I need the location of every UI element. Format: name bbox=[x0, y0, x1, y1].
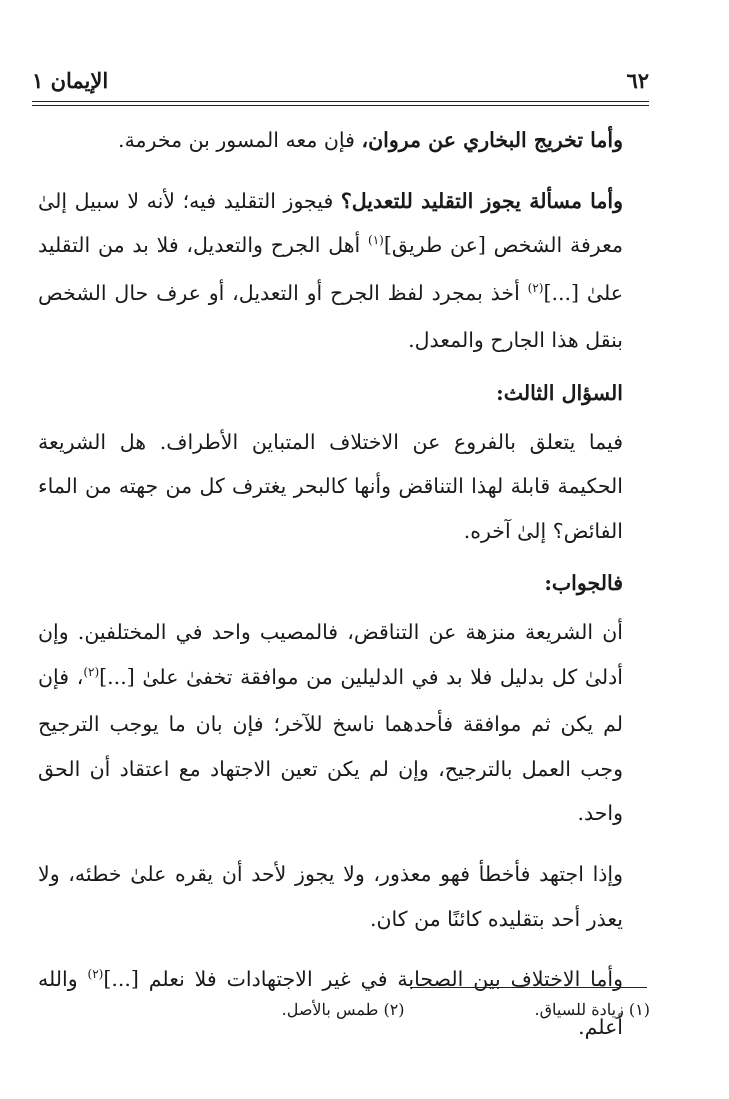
paragraph-1 bbox=[38, 118, 649, 163]
footnote-ref-4: (٢) bbox=[87, 967, 104, 982]
paragraph-2-text-c: أخذ بمجرد لفظ الجرح أو التعديل، أو عرف حال الشخص بنقل هذا الجارح والمعدل. bbox=[38, 280, 623, 353]
footnote-rule bbox=[410, 987, 647, 988]
paragraph-4 bbox=[38, 610, 649, 836]
section-heading-answer: فالجواب: bbox=[544, 571, 623, 596]
header-rule-bottom bbox=[32, 105, 649, 106]
footnotes bbox=[40, 997, 650, 1023]
paragraph-6-text-a: وأما الاختلاف بين الصحابة في غير الاجتهادات فلا نعلم [...] bbox=[103, 967, 624, 992]
paragraph-4-text-a: أن الشريعة منزهة عن التناقض، فالمصيب واحد في المختلفين. وإن أدلىٰ كل بدليل فلا بد في الدليلين من موافقة تخفىٰ علىٰ [...] bbox=[38, 619, 624, 689]
paragraph-1-lead: وأما تخريج البخاري عن مروان، bbox=[361, 128, 623, 152]
footnote-ref-3: (٢) bbox=[83, 664, 100, 679]
running-title: الإيمان ١ bbox=[32, 67, 109, 93]
footnote-1: (١) زيادة للسياق. bbox=[534, 1000, 650, 1019]
footnote-2: (٢) طمس بالأصل. bbox=[281, 1000, 405, 1019]
footnote-ref-1: (١) bbox=[368, 233, 384, 248]
paragraph-4-text-b: ، فإن لم يكن ثم موافقة فأحدهما ناسخ للآخر؛ فإن بان ما يوجب الترجيح وجب العمل بالترجيح، وإن لم يكن تعين الاجتهاد مع اعتقاد أن الحق واحد. bbox=[38, 664, 623, 826]
paragraph-2-text-b: أهل الجرح والتعديل، فلا بد من التقليد علىٰ [...] bbox=[38, 233, 623, 305]
section-heading-third-question: السؤال الثالث: bbox=[496, 380, 623, 405]
footnote-ref-2: (٢) bbox=[527, 280, 544, 295]
page-header bbox=[32, 62, 649, 98]
paragraph-5: وإذا اجتهد فأخطأ فهو معذور، ولا يجوز لأحد أن يقره علىٰ خطئه، ولا يعذر أحد بتقليده كائنًا من كان. bbox=[38, 861, 623, 931]
paragraph-3: فيما يتعلق بالفروع عن الاختلاف المتباين الأطراف. هل الشريعة الحكيمة قابلة لهذا التناقض وأنها كالبحر يغترف كل من جهته من الماء الفائض؟ إلىٰ آخره. bbox=[38, 429, 623, 543]
paragraph-1-text: فإن معه المسور بن مخرمة. bbox=[118, 128, 362, 152]
paragraph-2 bbox=[38, 179, 649, 363]
header-rule-top bbox=[32, 101, 649, 102]
paragraph-2-lead: وأما مسألة يجوز التقليد للتعديل؟ bbox=[340, 188, 623, 213]
paragraph-6-text-b: والله أعلم. bbox=[38, 967, 623, 1039]
page-number: ٦٢ bbox=[626, 67, 649, 93]
main-text bbox=[38, 118, 649, 1049]
paragraph-2-text-a: فيجوز التقليد فيه؛ لأنه لا سبيل إلىٰ معرفة الشخص [عن طريق] bbox=[38, 188, 623, 258]
